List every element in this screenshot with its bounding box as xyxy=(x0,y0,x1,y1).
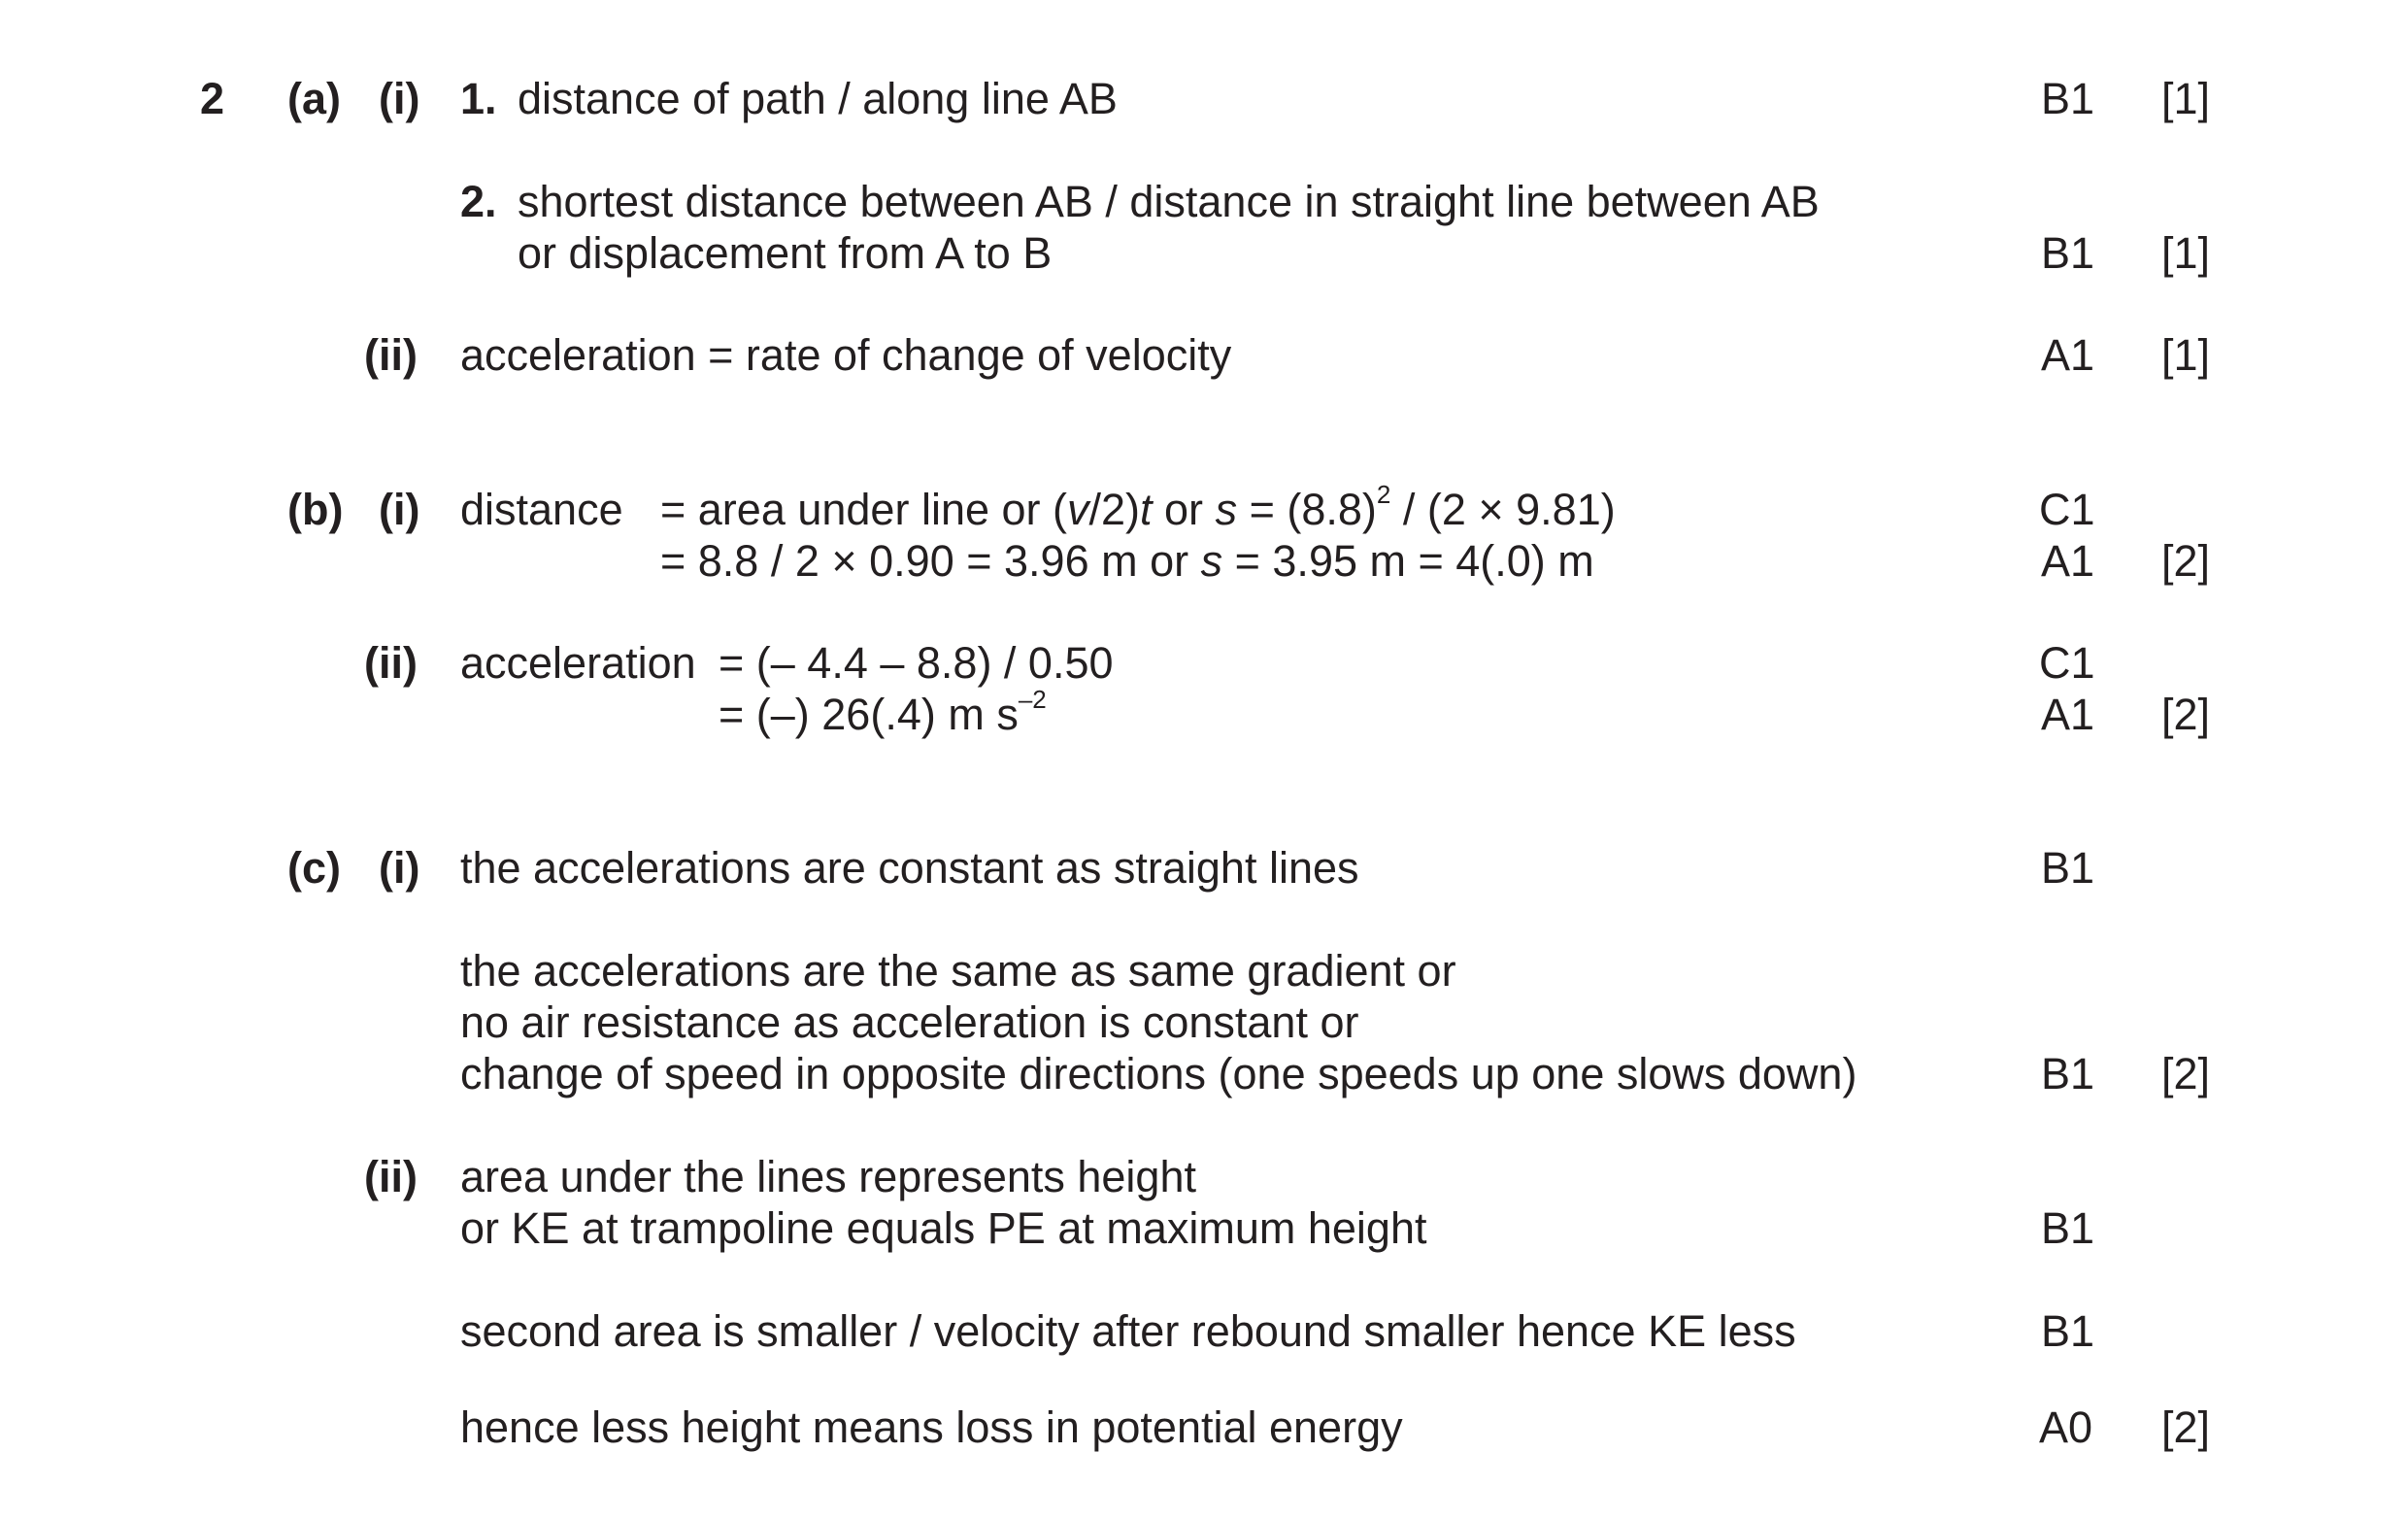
answer-c-i-2-line3: change of speed in opposite directions (one speeds up one slows down) xyxy=(460,1049,1857,1098)
answer-b-ii-line2: = (–) 26(.4) m $s^{-2}$ xyxy=(719,685,1047,739)
answer-b-i-line1: = area under line or (v/2)t or $s = (8.8)^2 / (2 \times 9.81)$ xyxy=(660,480,1616,534)
mark-b-ii-2: A1 xyxy=(2041,690,2095,739)
answer-c-i-2-line2: no air resistance as acceleration is constant or xyxy=(460,997,1359,1047)
total-a-i-2: [1] xyxy=(2161,228,2211,278)
question-number: 2 xyxy=(200,74,225,123)
answer-b-i-lead: distance xyxy=(460,485,623,534)
answer-a-i-1: distance of path / along line AB xyxy=(518,74,1118,123)
mark-a-i-1: B1 xyxy=(2041,74,2095,123)
total-c-i: [2] xyxy=(2161,1049,2211,1098)
subpart-label-a-i: (i) xyxy=(379,74,420,123)
total-a-ii: [1] xyxy=(2161,330,2211,380)
mark-c-ii-2: B1 xyxy=(2041,1306,2095,1356)
mark-c-i-1: B1 xyxy=(2041,843,2095,893)
subpart-label-a-ii: (ii) xyxy=(364,330,418,380)
mark-b-ii-1: C1 xyxy=(2039,638,2095,688)
point-number-1: 1. xyxy=(460,74,497,123)
answer-a-i-2-line2: or displacement from A to B xyxy=(518,228,1053,278)
subpart-label-c-i: (i) xyxy=(379,843,420,893)
part-label-c: (c) xyxy=(287,843,341,893)
mark-c-ii-3: A0 xyxy=(2039,1402,2093,1452)
total-c-ii: [2] xyxy=(2161,1402,2211,1452)
subpart-label-b-i: (i) xyxy=(379,485,420,534)
total-b-ii: [2] xyxy=(2161,690,2211,739)
mark-b-i-1: C1 xyxy=(2039,485,2095,534)
mark-b-i-2: A1 xyxy=(2041,536,2095,586)
answer-c-i-1: the accelerations are constant as straight lines xyxy=(460,843,1359,893)
answer-b-ii-lead: acceleration xyxy=(460,638,696,688)
mark-c-ii-1: B1 xyxy=(2041,1203,2095,1253)
part-label-a: (a) xyxy=(287,74,341,123)
answer-c-ii-1-line1: area under the lines represents height xyxy=(460,1152,1196,1201)
part-label-b: (b) xyxy=(287,485,344,534)
subpart-label-c-ii: (ii) xyxy=(364,1152,418,1201)
answer-b-ii-line1: = (– 4.4 – 8.8) / 0.50 xyxy=(719,638,1114,688)
point-number-2: 2. xyxy=(460,177,497,226)
answer-b-i-line2: = 8.8 / 2 × 0.90 = 3.96 m or s = 3.95 m = 4(.0) m xyxy=(660,536,1594,586)
answer-c-ii-1-line2: or KE at trampoline equals PE at maximum height xyxy=(460,1203,1427,1253)
answer-a-ii: acceleration = rate of change of velocity xyxy=(460,330,1232,380)
total-a-i-1: [1] xyxy=(2161,74,2211,123)
subpart-label-b-ii: (ii) xyxy=(364,638,418,688)
mark-c-i-2: B1 xyxy=(2041,1049,2095,1098)
answer-c-i-2-line1: the accelerations are the same as same gradient or xyxy=(460,946,1456,996)
total-b-i: [2] xyxy=(2161,536,2211,586)
answer-c-ii-2: second area is smaller / velocity after rebound smaller hence KE less xyxy=(460,1306,1796,1356)
mark-a-i-2: B1 xyxy=(2041,228,2095,278)
answer-a-i-2-line1: shortest distance between AB / distance in straight line between AB xyxy=(518,177,1820,226)
answer-c-ii-3: hence less height means loss in potential energy xyxy=(460,1402,1403,1452)
mark-a-ii: A1 xyxy=(2041,330,2095,380)
